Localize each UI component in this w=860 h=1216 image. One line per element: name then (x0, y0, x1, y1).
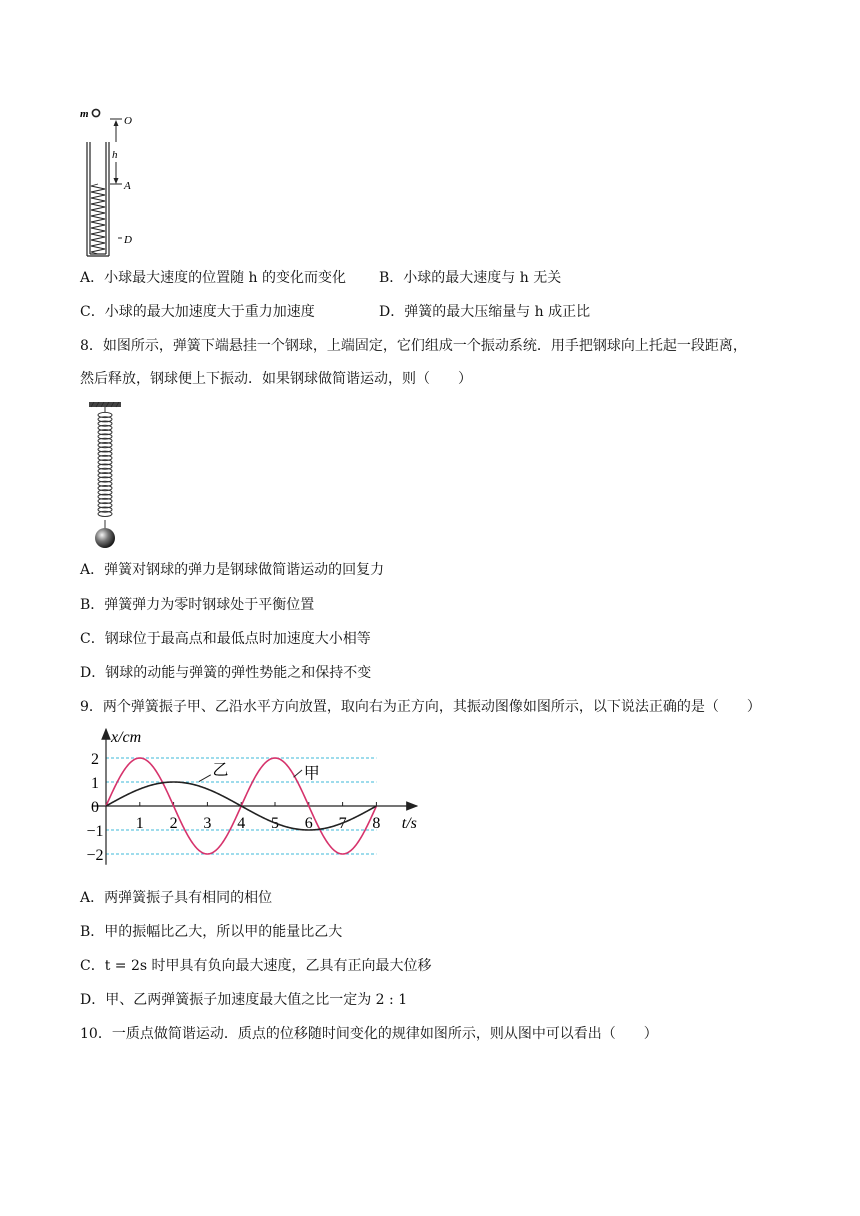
x-tick-label: 6 (304, 815, 313, 832)
fig7-spring (91, 184, 105, 254)
q7-option-b: B．小球的最大速度与 h 无关 (379, 270, 562, 286)
q8-figure (86, 402, 126, 552)
fig7-D-label: D (124, 234, 132, 246)
fig7-ball (92, 109, 99, 116)
q8-stem-line2: 然后释放，钢球便上下振动．如果钢球做简谐运动，则（ ） (80, 371, 472, 387)
y-axis-label: x/cm (111, 729, 142, 746)
x-tick-label: 2 (169, 815, 178, 832)
x-tick-label: 4 (237, 815, 246, 832)
x-tick-label: 5 (271, 815, 279, 832)
q9-option-a: A．两弹簧振子具有相同的相位 (80, 890, 273, 906)
fig7-m-label: m (80, 108, 89, 120)
y-tick-label: 2 (91, 751, 99, 768)
q7-option-c: C．小球的最大加速度大于重力加速度 (80, 304, 315, 320)
fig7-A-label: A (124, 180, 131, 192)
fig8-spring (98, 412, 112, 516)
q9-option-c: C．t = 2s 时甲具有负向最大速度，乙具有正向最大位移 (80, 958, 432, 974)
q9-stem: 9．两个弹簧振子甲、乙沿水平方向放置，取向右为正方向，其振动图像如图所示，以下说法正确的是（ ） (80, 699, 761, 715)
q9-vibration-chart (84, 726, 424, 870)
fig7-O-label: O (124, 115, 132, 127)
q8-option-d: D．钢球的动能与弹簧的弹性势能之和保持不变 (80, 665, 372, 681)
q10-stem: 10．一质点做简谐运动．质点的位移随时间变化的规律如图所示，则从图中可以看出（ ） (80, 1026, 658, 1042)
y-tick-label: −2 (86, 847, 104, 864)
y-tick-label: 0 (91, 799, 99, 816)
x-tick-label: 7 (338, 815, 347, 832)
q7-figure (80, 104, 150, 260)
y-tick-label: 1 (91, 775, 99, 792)
q9-option-b: B．甲的振幅比乙大，所以甲的能量比乙大 (80, 924, 343, 940)
series-label-yi: 乙 (212, 761, 229, 779)
q8-option-c: C．钢球位于最高点和最低点时加速度大小相等 (80, 631, 371, 647)
x-tick-label: 3 (203, 815, 212, 832)
fig8-steel-ball (95, 528, 115, 548)
q7-option-d: D．弹簧的最大压缩量与 h 成正比 (379, 304, 591, 320)
q8-option-b: B．弹簧弹力为零时钢球处于平衡位置 (80, 597, 315, 613)
fig7-h-label: h (112, 149, 118, 161)
x-tick-label: 8 (372, 815, 381, 832)
series-label-jia: 甲 (303, 765, 320, 783)
y-tick-label: −1 (86, 823, 104, 840)
x-tick-label: 1 (135, 815, 144, 832)
q8-stem-line1: 8．如图所示，弹簧下端悬挂一个钢球，上端固定，它们组成一个振动系统．用手把钢球向上托起一段距离， (80, 338, 747, 354)
q8-option-a: A．弹簧对钢球的弹力是钢球做简谐运动的回复力 (80, 562, 385, 578)
x-axis-label: t/s (401, 815, 417, 832)
q7-option-a: A．小球最大速度的位置随 h 的变化而变化 (80, 270, 347, 286)
q9-option-d: D．甲、乙两弹簧振子加速度最大值之比一定为 2 : 1 (80, 992, 408, 1008)
